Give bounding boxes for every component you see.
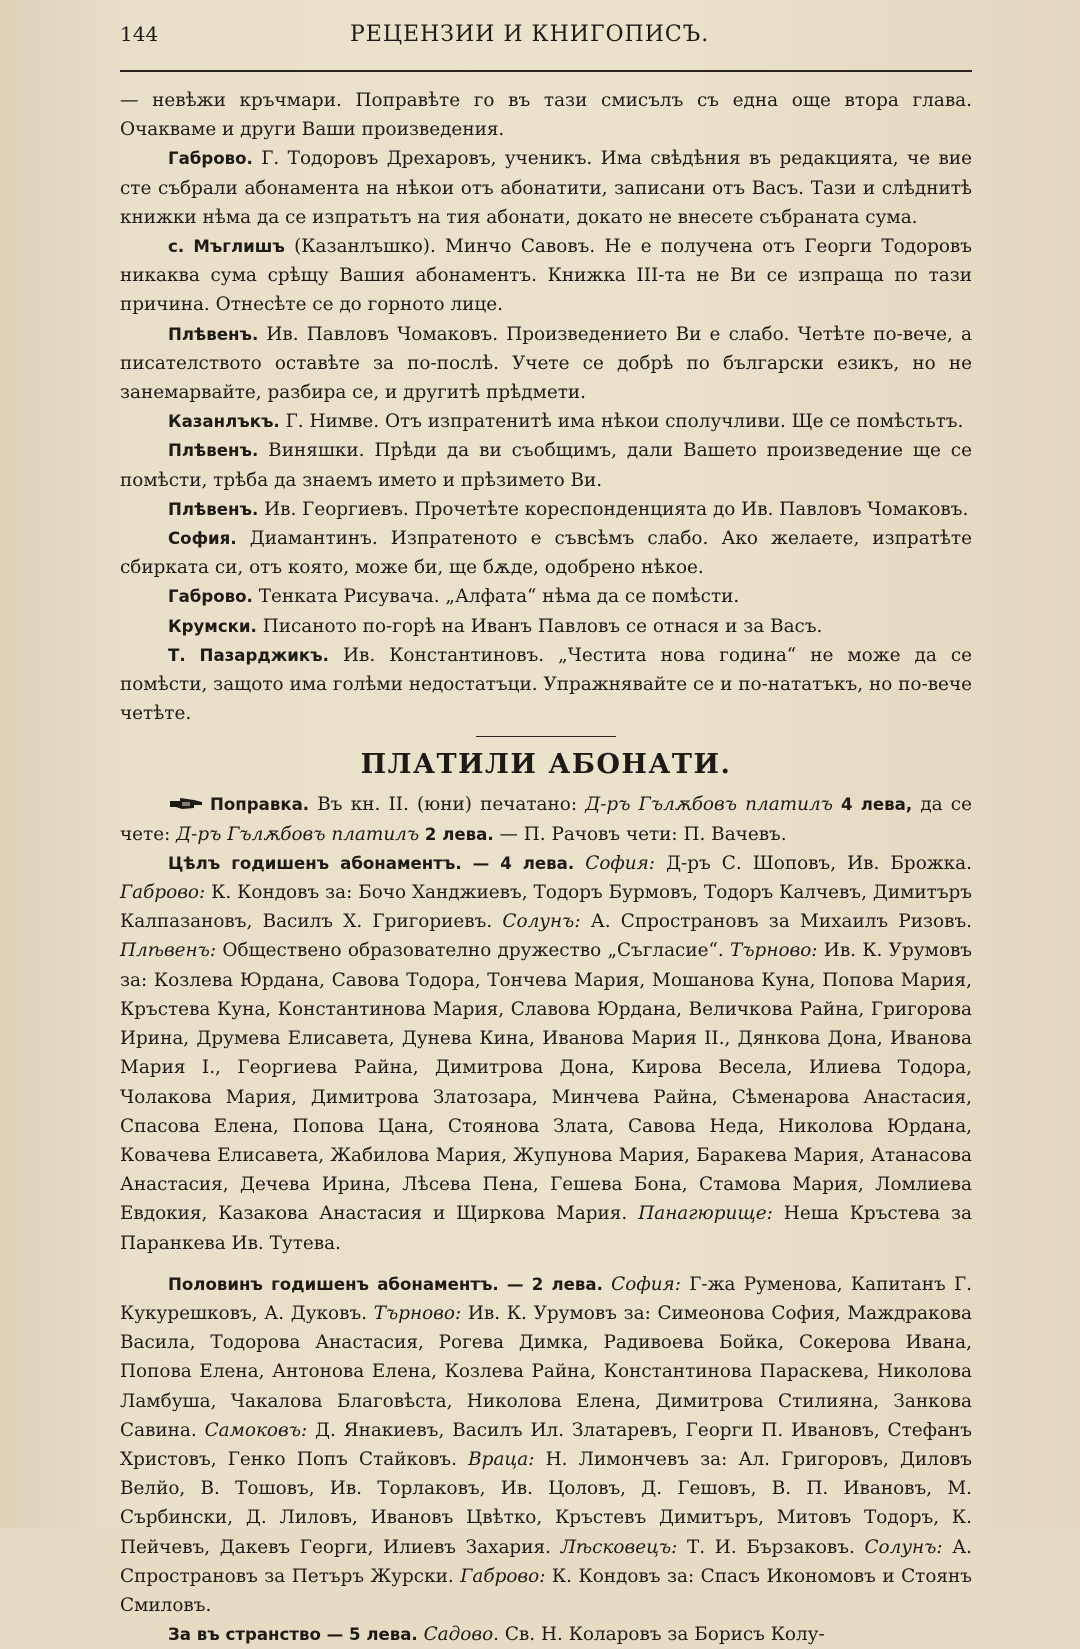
correction-paragraph: Поправка. Въ кн. II. (юни) печатано: Д-ръ Гълѫбовъ платилъ 4 лева, да се чете: Д-ръ Гълѫбовъ платилъ 2 лева. — П. Рачовъ чети: П. Вачевъ. xyxy=(120,794,972,845)
place-name: с. Мъглишъ xyxy=(168,237,285,257)
city-name: Солунъ: xyxy=(502,911,581,933)
letter-paragraph: Крумски. Писаното по-горѣ на Иванъ Павловъ се отнася и за Васъ. xyxy=(168,615,823,637)
city-name: Плѣвенъ: xyxy=(120,940,217,962)
page-header xyxy=(120,22,972,62)
letter-paragraph: — невѣжи кръчмари. Поправѣте го въ тази смисълъ съ една още втора глава. Очакваме и други Ваши произведения. xyxy=(120,90,972,141)
city-name: Лѣсковецъ: xyxy=(560,1536,678,1558)
place-name: София. xyxy=(168,529,237,549)
city-name: Търново: xyxy=(373,1302,462,1324)
letter-paragraph: Плѣвенъ. Виняшки. Прѣди да ви съобщимъ, дали Вашето произведение ще се помѣсти, трѣба да знаемъ името и прѣзимето Ви. xyxy=(120,440,972,491)
city-name: Габрово: xyxy=(120,882,206,904)
section-divider xyxy=(476,736,616,737)
city-name: София: xyxy=(611,1273,681,1295)
city-name: Солунъ: xyxy=(864,1536,943,1558)
letter-paragraph: София. Диамантинъ. Изпратеното е съвсѣмъ слабо. Ако желаете, изпратѣте сбирката си, отъ която, може би, ще бѫде, одобрено нѣкое. xyxy=(120,528,972,579)
city-name: Самоковъ: xyxy=(204,1419,308,1441)
city-name: Враца: xyxy=(468,1448,535,1470)
paragraph-gap xyxy=(120,1258,972,1270)
place-name: Габрово. xyxy=(168,149,253,169)
full-year-subscribers: Цѣлъ годишенъ абонаментъ. — 4 лева. София: Д-ръ С. Шоповъ, Ив. Брожка. Габрово: К. Кондовъ за: Бочо Ханджиевъ, Тодоръ Бурмовъ, Тодоръ Калчевъ, Димитъръ Калпазановъ, Василъ Х. Григориевъ. Солунъ: А. Спространовъ за Михаилъ Ризовъ. Плѣвенъ: Обществено образователно дружество „Съгласие“. Търново: Ив. К. Урумовъ за: Козлева Юрдана, Савова Тодора, Тончева Мария, Мошанова Куна, Попова Мария, Кръстева Куна, Константинова Мария, Славова Юрдана, Величкова Райна, Григорова Ирина, Друмева Елисавета, Дунева Кина, Иванова Мария II., Дянкова Дона, Иванова Мария I., Георгиева Райна, Димитрова Дона, Кирова Весела, Илиева Тодора, Чолакова Мария, Димитрова Златозара, Минчева Райна, Сѣменарова Анастасия, Спасова Елена, Попова Цана, Стоянова Злата, Савова Неда, Николова Юрдана, Ковачева Елисавета, Жабилова Мария, Жупунова Мария, Баракева Мария, Атанасова Анастасия, Дечева Ирина, Лѣсева Пена, Гешева Бона, Стамова Мария, Ломлиева Евдокия, Казакова Анастасия и Щиркова Мария. Панагюрище: Неша Кръстева за Паранкева Ив. Тутева. xyxy=(120,852,973,1254)
section-title: ПЛАТИЛИ АБОНАТИ. xyxy=(360,749,732,781)
place-name: Плѣвенъ. xyxy=(168,499,259,519)
page-number: 144 xyxy=(120,22,159,46)
city-name: Търново: xyxy=(730,940,818,962)
abroad-subscribers: За въ странство — 5 лева. Садово. Св. Н. Коларовъ за Борисъ Колу- xyxy=(168,1624,825,1646)
letters-section xyxy=(120,86,972,728)
city-name: София: xyxy=(585,852,656,874)
place-name: Габрово. xyxy=(168,587,253,607)
city-name: Садово. xyxy=(423,1624,499,1646)
letter-paragraph: Габрово. Тенката Рисувача. „Алфата“ нѣма да се помѣсти. xyxy=(168,586,740,608)
letter-paragraph: Т. Пазарджикъ. Ив. Константиновъ. „Честита нова година“ не може да се помѣсти, защото има голѣми недостатъци. Упражнявайте се и по-нататъкъ, но по-вече четѣте. xyxy=(120,644,973,725)
place-name: Т. Пазарджикъ. xyxy=(168,645,329,665)
pointing-hand-icon xyxy=(168,796,204,812)
place-name: Плѣвенъ. xyxy=(168,441,259,461)
header-rule xyxy=(120,70,972,72)
place-name: Казанлъкъ. xyxy=(168,412,280,432)
city-name: Габрово: xyxy=(460,1565,546,1587)
subscription-type: За въ странство — 5 лева. xyxy=(168,1625,418,1645)
city-name: Панагюрище: xyxy=(638,1203,773,1225)
subscription-type: Половинъ годишенъ абонаментъ. — 2 лева. xyxy=(168,1274,603,1294)
running-title: РЕЦЕНЗИИ И КНИГОПИСЪ. xyxy=(350,22,710,47)
letter-paragraph: с. Мъглишъ (Казанлъшко). Минчо Савовъ. Не е получена отъ Георги Тодоровъ никаква сума срѣщу Вашия абонаментъ. Книжка III-та не Ви се изпраща по тази причина. Отнесѣте се до горното лице. xyxy=(120,236,972,316)
place-name: Крумски. xyxy=(168,616,257,636)
subscription-type: Цѣлъ годишенъ абонаментъ. — 4 лева. xyxy=(168,853,575,873)
letter-paragraph: Габрово. Г. Тодоровъ Дрехаровъ, ученикъ. Има свѣдѣния въ редакцията, че вие сте събрали абонамента на нѣкои отъ абонатити, записани отъ Васъ. Тази и слѣднитѣ книжки нѣма да се изпратьтъ на тия абонати, докато не внесете събраната сума. xyxy=(120,148,972,228)
letter-paragraph: Плѣвенъ. Ив. Павловъ Чомаковъ. Произведението Ви е слабо. Четѣте по-вече, а писателството оставѣте за по-послѣ. Учете се добрѣ по български езикъ, но не занемарвайте, разбира се, и другитѣ прѣдмети. xyxy=(120,323,972,404)
letter-paragraph: Казанлъкъ. Г. Нимве. Отъ изпратенитѣ има нѣкои сполучливи. Ще се помѣстьтъ. xyxy=(168,411,964,433)
correction-label: Поправка. xyxy=(210,795,310,815)
letter-paragraph: Плѣвенъ. Ив. Георгиевъ. Прочетѣте кореспонденцията до Ив. Павловъ Чомаковъ. xyxy=(168,498,969,520)
place-name: Плѣвенъ. xyxy=(168,324,259,344)
half-year-subscribers: Половинъ годишенъ абонаментъ. — 2 лева. София: Г-жа Руменова, Капитанъ Г. Кукурешковъ, А. Дуковъ. Търново: Ив. К. Урумовъ за: Симеонова София, Маждракова Васила, Тодорова Анастасия, Рогева Димка, Радивоева Бойка, Сокерова Ивана, Попова Елена, Антонова Елена, Козлева Райна, Константинова Параскева, Николова Ламбуша, Чакалова Благовѣста, Николова Елена, Димитрова Стилияна, Занкова Савина. Самоковъ: Д. Янакиевъ, Василъ Ил. Златаревъ, Георги П. Ивановъ, Стефанъ Христовъ, Генко Попъ Стайковъ. Враца: Н. Лимончевъ за: Ал. Григоровъ, Диловъ Велйо, В. Тошовъ, Ив. Торлаковъ, Ив. Цоловъ, Д. Гешовъ, В. П. Ивановъ, М. Сърбински, Д. Лиловъ, Ивановъ Цвѣтко, Кръстевъ Димитъръ, Митовъ Тодоръ, К. Пейчевъ, Дакевъ Георги, Илиевъ Захария. Лѣсковецъ: Т. И. Бързаковъ. Солунъ: А. Спространовъ за Петъръ Журски. Габрово: К. Кондовъ за: Спасъ Икономовъ и Стоянъ Смиловъ. xyxy=(120,1273,973,1616)
